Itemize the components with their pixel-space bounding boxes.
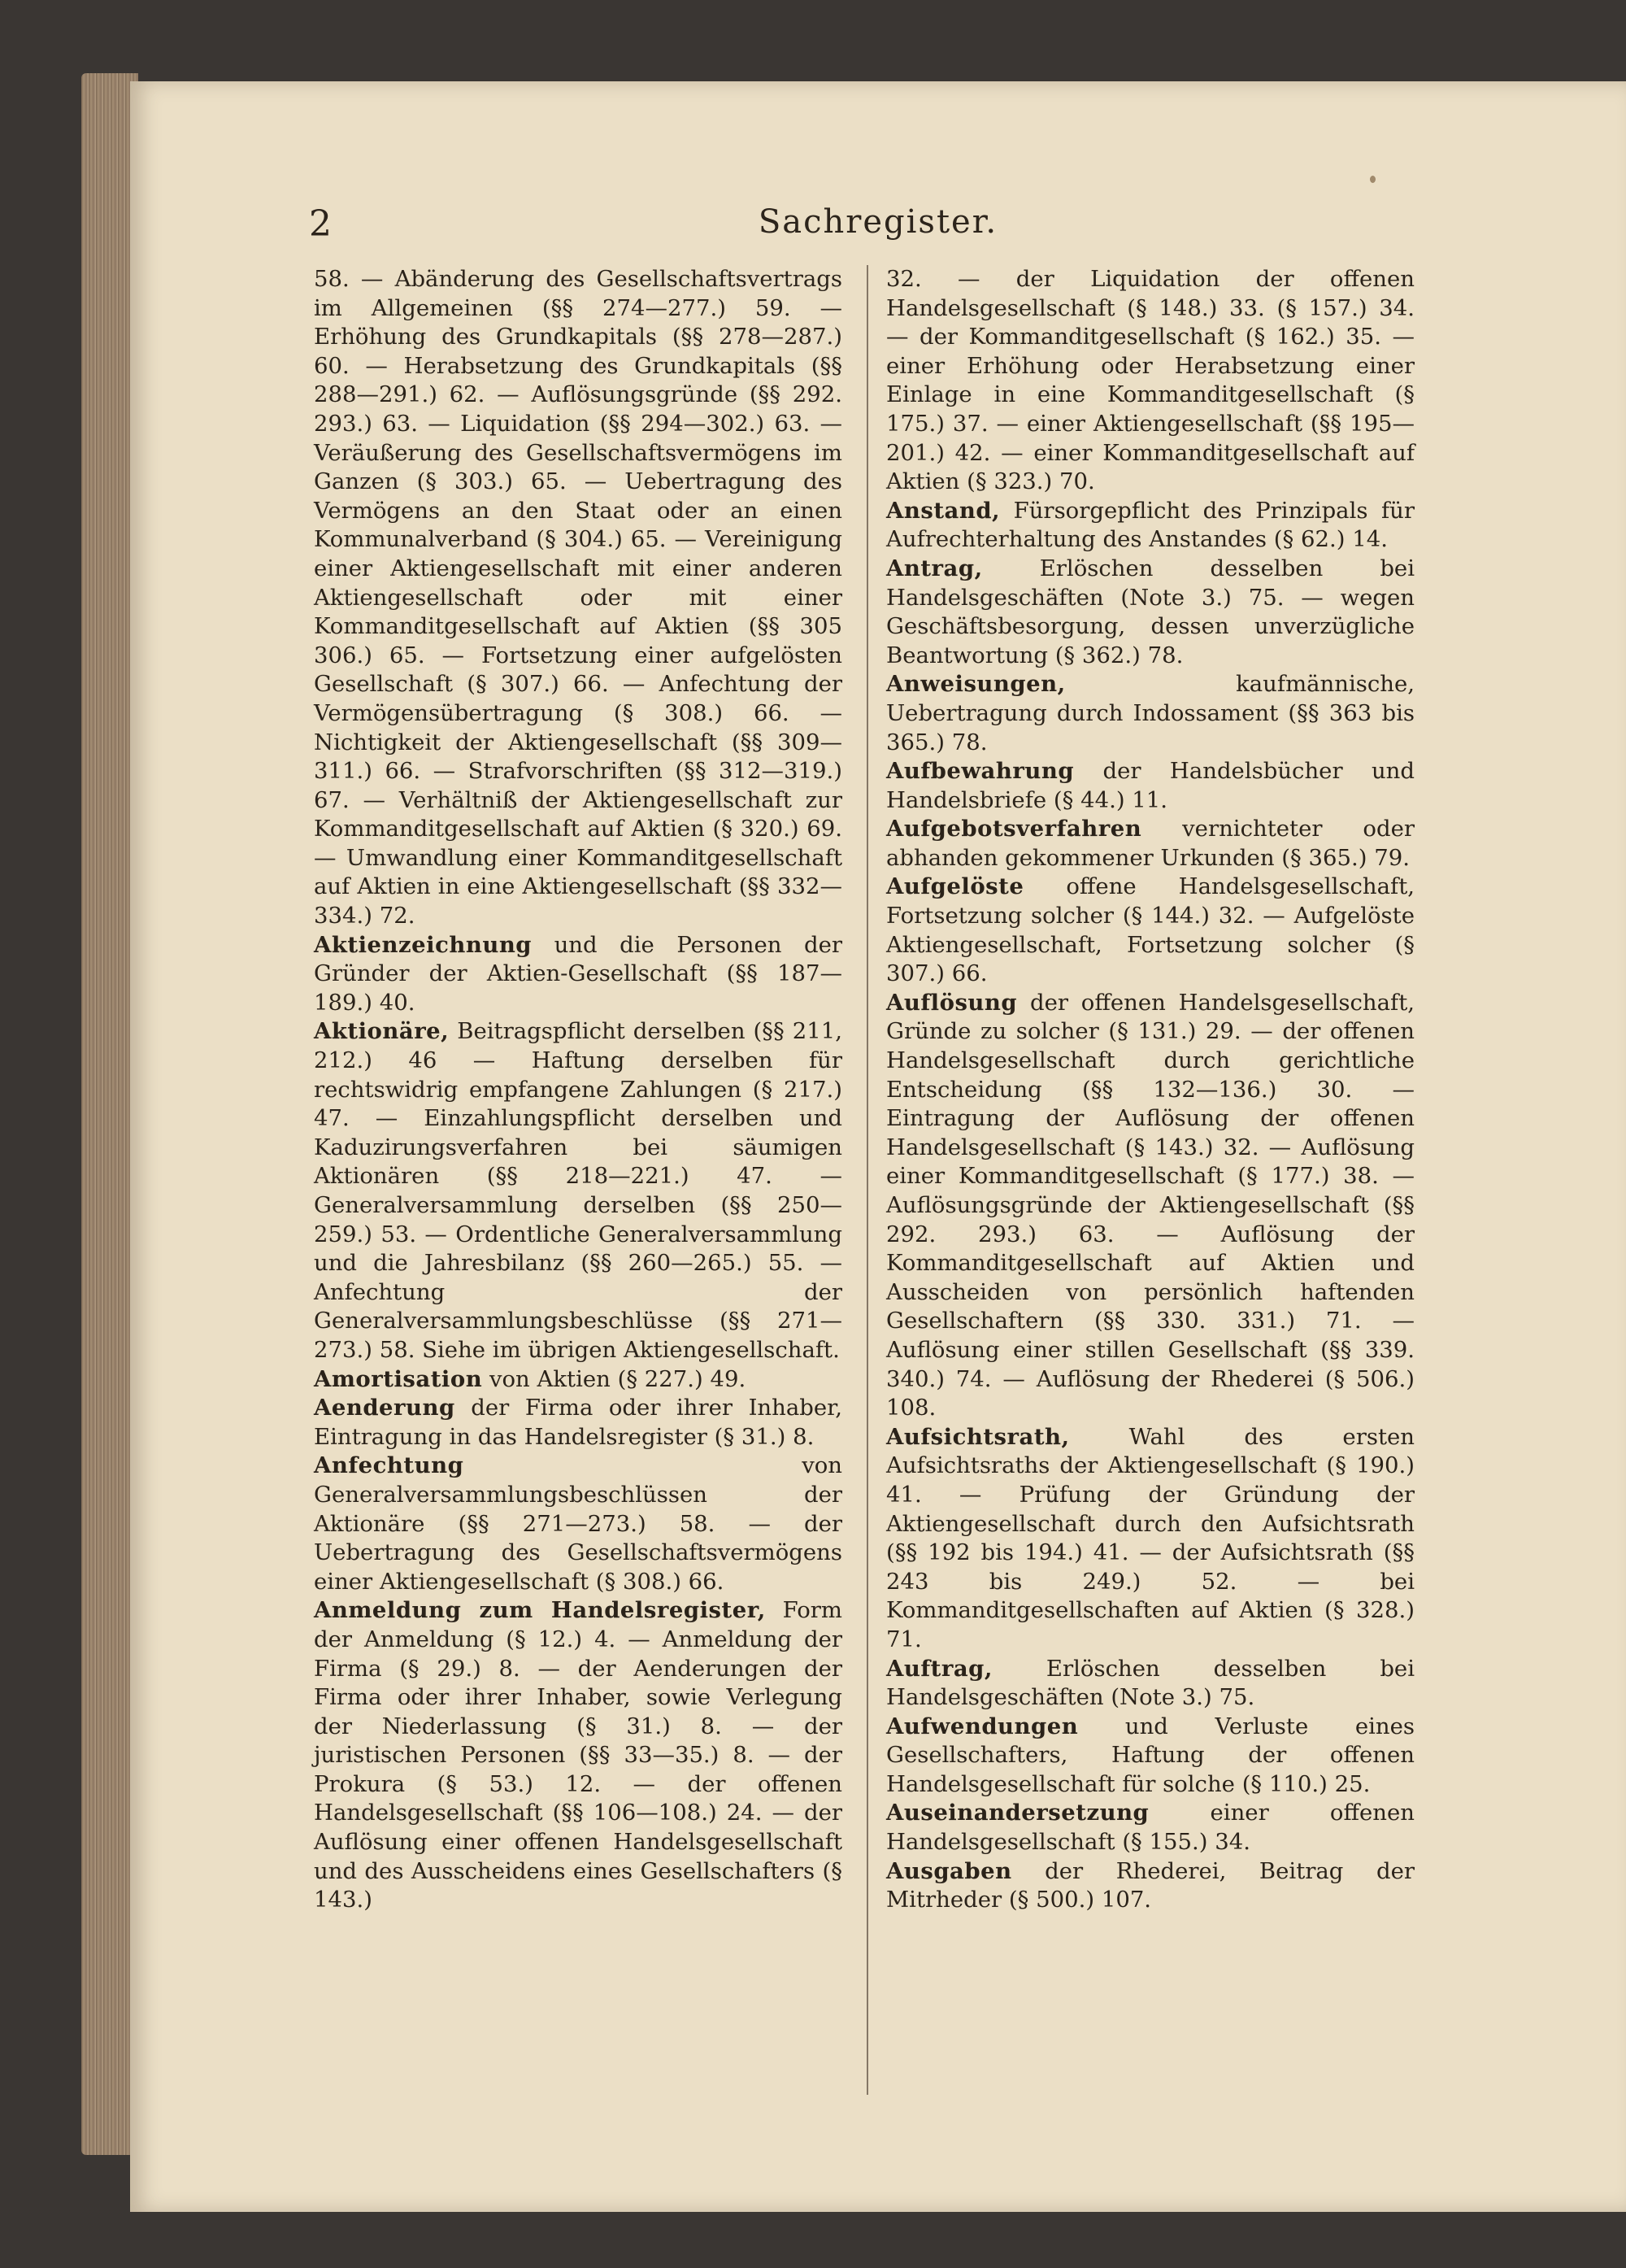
paper-spot [1370,176,1376,183]
running-title: Sachregister. [758,203,998,241]
entry-text: Beitragspflicht derselben (§§ 211, 212.) 46 — Haftung derselben für rechtswidrig empfangene Zahlungen (§ 217.) 47. — Einzahlungspflicht derselben und Kaduzirungsverfahren bei säumigen Aktionären (§§ 218—221.) 47. — Generalversammlung derselben (§§ 250—259.) 53. — Ordentliche Generalversammlung und die Jahresbilanz (§§ 260—265.) 55. — Anfechtung der Generalversammlungsbeschlüsse (§§ 271—273.) 58. Siehe im übrigen Aktiengesellschaft. [314,1018,842,1363]
index-entry [886,1423,1415,1655]
entry-text: vernichteter oder abhanden gekommener Urkunden (§ 365.) 79. [886,816,1415,871]
entry-text: der offenen Handelsgesellschaft, Gründe zu solcher (§ 131.) 29. — der offenen Handelsgesellschaft durch gerichtliche Entscheidung (§§ 132—136.) 30. — Eintragung der Auflösung der offenen Handelsgesellschaft (§ 143.) 32. — Auflösung einer Kommanditgesellschaft (§ 177.) 38. — Auflösungsgründe der Aktiengesellschaft (§§ 292. 293.) 63. — Auflösung der Kommanditgesellschaft auf Aktien und Ausscheiden von persönlich haftenden Gesellschaftern (§§ 330. 331.) 71. — Auflösung einer stillen Gesellschaft (§§ 339. 340.) 74. — Auflösung der Rhederei (§ 506.) 108. [886,989,1415,1421]
index-entry [314,1365,842,1395]
index-entry [886,1857,1415,1915]
index-entry [314,1394,842,1452]
entry-headword: Aufgelöste [886,873,1024,900]
entry-headword: Ausgaben [886,1857,1012,1884]
entry-headword: Aktienzeichnung [314,931,533,958]
index-entry [314,931,842,1018]
entry-headword: Auflösung [886,989,1018,1016]
entry-text: kaufmännische, Uebertragung durch Indossament (§§ 363 bis 365.) 78. [886,671,1415,755]
entry-text: Erlöschen desselben bei Handelsgeschäften (Note 3.) 75. [886,1655,1415,1711]
index-entry [886,670,1415,757]
index-entry [886,1655,1415,1713]
index-entry [886,757,1415,815]
index-entry [886,1799,1415,1857]
entry-headword: Aenderung [314,1395,455,1421]
entry-text: offene Handelsgesellschaft, Fortsetzung solcher (§ 144.) 32. — Aufgelöste Aktiengesellschaft, Fortsetzung solcher (§ 307.) 66. [886,873,1415,987]
entry-text: und Verluste eines Gesellschafters, Haftung der offenen Handelsgesellschaft für solche (§ 110.) 25. [886,1713,1415,1797]
entry-headword: Auseinandersetzung [886,1800,1150,1826]
entry-text: Erlöschen desselben bei Handelsgeschäften (Note 3.) 75. — wegen Geschäftsbesorgung, dessen unverzügliche Beantwortung (§ 362.) 78. [886,555,1415,668]
index-entry [886,989,1415,1423]
entry-headword: Anweisungen, [886,671,1066,698]
entry-headword: Anstand, [886,497,1001,524]
entry-text: der Rhederei, Beitrag der Mitrheder (§ 500.) 107. [886,1857,1415,1913]
entry-headword: Aufsichtsrath, [886,1423,1070,1450]
entry-headword: Anfechtung [314,1452,464,1479]
entry-headword: Auftrag, [886,1655,993,1682]
entry-text: von Aktien (§ 227.) 49. [482,1365,746,1392]
entry-text: der Handelsbücher und Handelsbriefe (§ 44.) 11. [886,758,1415,813]
entry-text: Form der Anmeldung (§ 12.) 4. — Anmeldung der Firma (§ 29.) 8. — der Aenderungen der Firma oder ihrer Inhaber, sowie Verlegung der Niederlassung (§ 31.) 8. — der juristischen Personen (§§ 33—35.) 8. — der Prokura (§ 53.) 12. — der offenen Handelsgesellschaft (§§ 106—108.) 24. — der Auflösung einer offenen Handelsgesellschaft und des Ausscheidens eines Gesellschafters (§ 143.) [314,1597,842,1913]
entry-text: der Firma oder ihrer Inhaber, Eintragung in das Handelsregister (§ 31.) 8. [314,1395,842,1450]
entry-headword: Aktionäre, [314,1018,450,1045]
entry-headword: Aufwendungen [886,1713,1079,1739]
entry-text: von Generalversammlungsbeschlüssen der Aktionäre (§§ 271—273.) 58. — der Uebertragung des Gesellschaftsvermögens einer Aktiengesellschaft (§ 308.) 66. [314,1452,842,1595]
right-column [886,265,1415,1915]
page [130,81,1626,2212]
entry-text: Fürsorgepflicht des Prinzipals für Aufrechterhaltung des Anstandes (§ 62.) 14. [886,497,1415,553]
index-entry [886,555,1415,670]
index-entry [314,1452,842,1596]
index-entry [886,873,1415,988]
index-entry [886,497,1415,555]
index-entry [314,1017,842,1365]
entry-headword: Aufbewahrung [886,758,1075,785]
entry-headword: Aufgebotsverfahren [886,816,1142,842]
entry-text: einer offenen Handelsgesellschaft (§ 155.) 34. [886,1800,1415,1856]
left-column [314,265,842,1915]
entry-text: und die Personen der Gründer der Aktien-Gesellschaft (§§ 187—189.) 40. [314,931,842,1016]
entry-text: Wahl des ersten Aufsichtsraths der Aktiengesellschaft (§ 190.) 41. — Prüfung der Gründung der Aktiengesellschaft durch den Aufsichtsrath (§§ 192 bis 194.) 41. — der Aufsichtsrath (§§ 243 bis 249.) 52. — bei Kommanditgesellschaften auf Aktien (§ 328.) 71. [886,1423,1415,1652]
continuation-text: 58. — Abänderung des Gesellschaftsvertrags im Allgemeinen (§§ 274—277.) 59. — Erhöhung des Grundkapitals (§§ 278—287.) 60. — Herabsetzung des Grundkapitals (§§ 288—291.) 62. — Auflösungsgründe (§§ 292. 293.) 63. — Liquidation (§§ 294—302.) 63. — Veräußerung des Gesellschaftsvermögens im Ganzen (§ 303.) 65. — Uebertragung des Vermögens an den Staat oder an einen Kommunalverband (§ 304.) 65. — Vereinigung einer Aktiengesellschaft mit einer anderen Aktiengesellschaft oder mit einer Kommanditgesellschaft auf Aktien (§§ 305 306.) 65. — Fortsetzung einer aufgelösten Gesellschaft (§ 307.) 66. — Anfechtung der Vermögensübertragung (§ 308.) 66. — Nichtigkeit der Aktiengesellschaft (§§ 309—311.) 66. — Strafvorschriften (§§ 312—319.) 67. — Verhältniß der Aktiengesellschaft zur Kommanditgesellschaft auf Aktien (§ 320.) 69. — Umwandlung einer Kommanditgesellschaft auf Aktien in eine Aktiengesellschaft (§§ 332—334.) 72. [314,266,842,929]
column-divider [867,265,868,2095]
index-entry [314,1596,842,1915]
entry-headword: Anmeldung zum Handelsregister, [314,1597,766,1624]
entry-headword: Antrag, [886,555,983,581]
page-number: 2 [309,203,332,245]
entry-headword: Amortisation [314,1365,483,1392]
index-entry [886,815,1415,873]
index-entry [886,1713,1415,1800]
continuation-text: 32. — der Liquidation der offenen Handelsgesellschaft (§ 148.) 33. (§ 157.) 34. — der Kommanditgesellschaft (§ 162.) 35. — einer Erhöhung oder Herabsetzung einer Einlage in eine Kommanditgesellschaft (§ 175.) 37. — einer Aktiengesellschaft (§§ 195—201.) 42. — einer Kommanditgesellschaft auf Aktien (§ 323.) 70. [886,266,1415,495]
page-header [130,203,1626,268]
